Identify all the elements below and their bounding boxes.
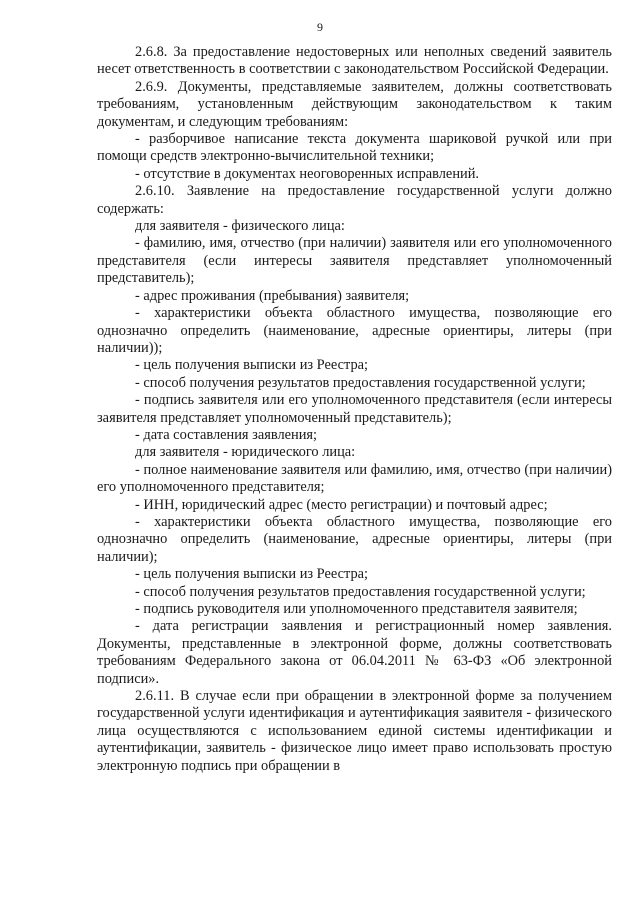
list-item: - способ получения результатов предоставления государственной услуги; <box>135 583 586 600</box>
subheading-individual: для заявителя - физического лица: <box>135 218 345 235</box>
list-item: - ИНН, юридический адрес (место регистрации) и почтовый адрес; <box>135 496 548 513</box>
list-item: - дата составления заявления; <box>135 426 318 443</box>
list-item: - цель получения выписки из Реестра; <box>135 566 369 583</box>
list-item: - подпись руководителя или уполномоченного представителя заявителя; <box>135 601 578 617</box>
list-item: - дата регистрации заявления и регистрационный номер заявления. Документы, представленные в электронной форме, должны соответствовать требованиям Федерального закона от 06.04.2011 № 63-ФЗ «Об электронной подписи». <box>97 618 612 687</box>
list-item: - адрес проживания (пребывания) заявителя; <box>135 287 410 304</box>
paragraph-2-6-11: 2.6.11. В случае если при обращении в электронной форме за получением государственной услуги идентификация и аутентификация заявителя - физического лица осуществляются с использованием единой системы идентификации и аутентификации, заявитель - физическое лицо имеет право использовать простую электронную подпись при обращении в <box>97 688 612 774</box>
list-item: - характеристики объекта областного имущества, позволяющие его однозначно определить (наименование, адресные ориентиры, литеры (при наличии)); <box>97 305 612 356</box>
list-item: - подпись заявителя или его уполномоченного представителя (если интересы заявителя представляет уполномоченный представитель); <box>97 392 612 426</box>
list-item: - фамилию, имя, отчество (при наличии) заявителя или его уполномоченного представителя (если интересы заявителя представляет уполномоченный представитель); <box>97 235 612 287</box>
list-item: - полное наименование заявителя или фамилию, имя, отчество (при наличии) его уполномоченного представителя; <box>97 461 612 496</box>
paragraph-2-6-8: 2.6.8. За предоставление недостоверных или неполных сведений заявитель несет ответственность в соответствии с законодательством Российской Федерации. <box>97 44 612 78</box>
page-number: 9 <box>317 20 323 34</box>
list-item: - характеристики объекта областного имущества, позволяющие его однозначно определить (наименование, адресные ориентиры, литеры (при наличии); <box>97 513 612 565</box>
list-item: - способ получения результатов предоставления государственной услуги; <box>135 374 586 391</box>
list-item: - разборчивое написание текста документа шариковой ручкой или при помощи средств электронно-вычислительной техники; <box>97 131 612 165</box>
list-item: - цель получения выписки из Реестра; <box>135 357 369 374</box>
paragraph-2-6-9: 2.6.9. Документы, представляемые заявителем, должны соответствовать требованиям, установленным действующим законодательством к таким документам, и следующим требованиям: <box>97 78 612 130</box>
subheading-legal-entity: для заявителя - юридического лица: <box>135 444 356 461</box>
paragraph-2-6-10: 2.6.10. Заявление на предоставление государственной услуги должно содержать: <box>97 183 612 217</box>
list-item: - отсутствие в документах неоговоренных исправлений. <box>135 165 480 182</box>
